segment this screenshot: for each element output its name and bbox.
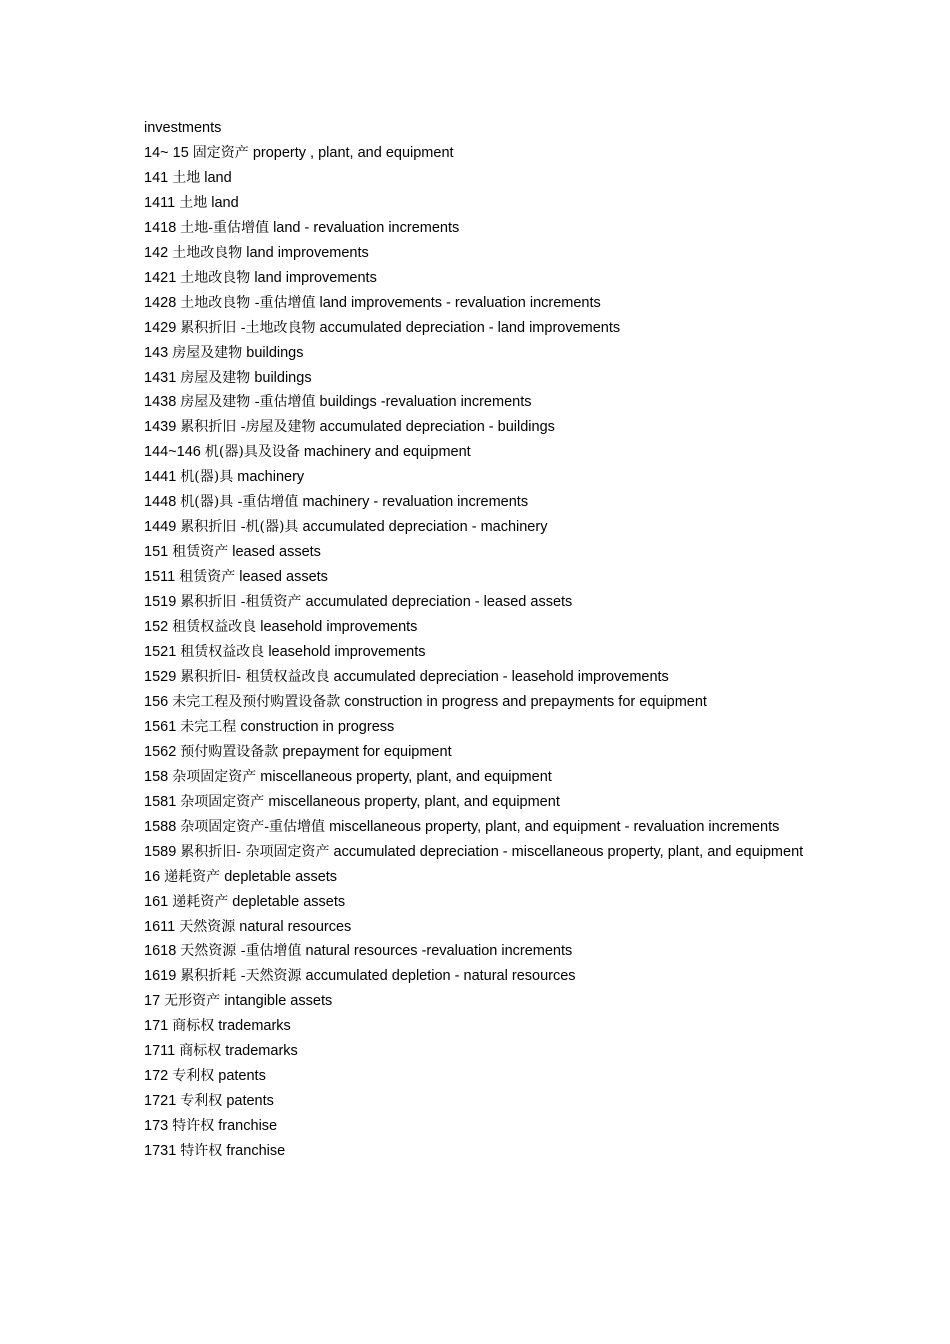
account-name-chinese: 天然资源 [179, 918, 236, 935]
account-line [144, 515, 806, 540]
account-name-english: natural resources -revaluation increments [305, 943, 573, 960]
account-name-english: accumulated depreciation - leased assets [305, 594, 573, 611]
account-line [144, 565, 806, 590]
account-name-chinese: 预付购置设备款 [180, 743, 279, 760]
account-code: 1431 [144, 369, 177, 386]
account-line [144, 465, 806, 490]
account-code: 1511 [144, 569, 176, 586]
account-name-english: land improvements [246, 244, 369, 261]
account-code: 1418 [144, 219, 177, 236]
account-name-chinese: 土地 [179, 194, 208, 211]
account-line [144, 141, 806, 166]
account-code: 1411 [144, 194, 176, 211]
account-name-chinese: 递耗资产 [164, 868, 221, 885]
account-line [144, 964, 806, 989]
account-name-english: accumulated depreciation - leasehold improvements [333, 668, 669, 685]
account-name-chinese: 土地改良物 [172, 244, 243, 261]
account-name-chinese: 未完工程及预付购置设备款 [172, 693, 341, 710]
account-code: 156 [144, 693, 169, 710]
account-name-english: accumulated depletion - natural resources [305, 968, 576, 985]
account-line [144, 590, 806, 615]
account-code: 14~ 15 [144, 144, 189, 161]
account-name-english: machinery and equipment [303, 444, 471, 461]
account-code: 1438 [144, 394, 177, 411]
account-name-chinese: 杂项固定资产-重估增值 [180, 818, 326, 835]
account-line [144, 815, 806, 840]
account-name-english: accumulated depreciation - buildings [319, 419, 555, 436]
account-code: 1611 [144, 918, 176, 935]
account-code: 171 [144, 1018, 169, 1035]
account-name-english: land - revaluation increments [273, 219, 460, 236]
account-name-english: investments [144, 120, 222, 136]
account-line [144, 740, 806, 765]
account-code: 141 [144, 169, 169, 186]
account-name-chinese: 杂项固定资产 [172, 768, 257, 785]
account-line [144, 989, 806, 1014]
account-name-chinese: 天然资源 -重估增值 [180, 943, 302, 960]
account-code: 1521 [144, 644, 177, 661]
account-name-english: land [211, 194, 239, 211]
account-name-english: leasehold improvements [260, 619, 418, 636]
account-code: 1429 [144, 319, 177, 336]
account-line [144, 341, 806, 366]
account-name-english: land improvements [254, 269, 377, 286]
account-name-chinese: 土地改良物 -重估增值 [180, 294, 316, 311]
account-line [144, 615, 806, 640]
account-code: 1581 [144, 793, 177, 810]
account-line [144, 915, 806, 940]
account-list [144, 116, 806, 1164]
account-line [144, 490, 806, 515]
account-line [144, 415, 806, 440]
account-name-chinese: 累积折旧- 杂项固定资产 [180, 843, 330, 860]
account-name-english: trademarks [225, 1043, 298, 1060]
account-line [144, 366, 806, 391]
account-code: 1441 [144, 469, 177, 486]
account-line [144, 116, 806, 141]
account-name-english: leased assets [232, 544, 321, 561]
account-code: 172 [144, 1068, 169, 1085]
account-line [144, 266, 806, 291]
account-code: 1561 [144, 718, 177, 735]
account-name-chinese: 递耗资产 [172, 893, 229, 910]
account-name-english: construction in progress and prepayments for equipment [344, 693, 707, 710]
account-name-chinese: 累积折旧 -土地改良物 [180, 319, 316, 336]
account-line [144, 790, 806, 815]
account-name-chinese: 累积折旧 -房屋及建物 [180, 419, 316, 436]
account-line [144, 840, 806, 865]
account-line [144, 390, 806, 415]
account-code: 1618 [144, 943, 177, 960]
account-name-chinese: 租赁资产 [172, 544, 229, 561]
account-code: 151 [144, 544, 169, 561]
account-name-english: franchise [218, 1118, 278, 1135]
account-line [144, 1114, 806, 1139]
account-name-english: machinery [237, 469, 305, 486]
account-name-english: franchise [226, 1143, 286, 1160]
account-code: 1529 [144, 668, 177, 685]
account-code: 152 [144, 619, 169, 636]
account-name-english: natural resources [239, 918, 352, 935]
account-code: 173 [144, 1118, 169, 1135]
account-name-english: buildings -revaluation increments [319, 394, 532, 411]
account-line [144, 291, 806, 316]
account-name-chinese: 累积折旧 -机(器)具 [180, 519, 299, 536]
account-line [144, 440, 806, 465]
account-name-chinese: 商标权 [179, 1043, 222, 1060]
account-name-english: accumulated depreciation - machinery [302, 519, 548, 536]
account-name-english: trademarks [218, 1018, 291, 1035]
account-name-chinese: 杂项固定资产 [180, 793, 265, 810]
account-code: 1449 [144, 519, 177, 536]
account-line [144, 765, 806, 790]
account-name-english: miscellaneous property, plant, and equipment [260, 768, 552, 785]
account-line [144, 1089, 806, 1114]
account-code: 1711 [144, 1043, 176, 1060]
account-line [144, 216, 806, 241]
account-name-english: patents [218, 1068, 266, 1085]
account-name-english: miscellaneous property, plant, and equipment - revaluation increments [329, 818, 780, 835]
account-name-chinese: 房屋及建物 [180, 369, 251, 386]
account-name-chinese: 累积折旧- 租赁权益改良 [180, 668, 330, 685]
account-code: 1428 [144, 294, 177, 311]
account-code: 1448 [144, 494, 177, 511]
account-code: 1588 [144, 818, 177, 835]
account-name-chinese: 固定资产 [192, 144, 249, 161]
account-line [144, 540, 806, 565]
account-name-chinese: 机(器)具及设备 [204, 444, 300, 461]
account-line [144, 1139, 806, 1164]
account-name-english: patents [226, 1093, 274, 1110]
account-code: 1619 [144, 968, 177, 985]
account-line [144, 640, 806, 665]
account-code: 16 [144, 868, 161, 885]
account-name-english: depletable assets [224, 868, 338, 885]
document-page [144, 116, 806, 1164]
account-line [144, 890, 806, 915]
account-code: 161 [144, 893, 169, 910]
account-name-chinese: 土地-重估增值 [180, 219, 270, 236]
account-name-chinese: 无形资产 [164, 993, 221, 1010]
account-name-english: accumulated depreciation - miscellaneous property, plant, and equipment [333, 843, 804, 860]
account-name-english: land [204, 169, 232, 186]
account-name-english: machinery - revaluation increments [302, 494, 529, 511]
account-name-chinese: 租赁权益改良 [172, 619, 257, 636]
account-line [144, 191, 806, 216]
account-code: 143 [144, 344, 169, 361]
account-code: 144~146 [144, 444, 201, 461]
account-line [144, 241, 806, 266]
account-line [144, 939, 806, 964]
account-code: 158 [144, 768, 169, 785]
account-name-english: leased assets [239, 569, 328, 586]
account-name-chinese: 房屋及建物 [172, 344, 243, 361]
account-name-chinese: 房屋及建物 -重估增值 [180, 394, 316, 411]
account-name-chinese: 特许权 [180, 1143, 223, 1160]
account-name-chinese: 租赁权益改良 [180, 644, 265, 661]
account-name-english: depletable assets [232, 893, 346, 910]
account-code: 1562 [144, 743, 177, 760]
account-line [144, 1039, 806, 1064]
account-line [144, 865, 806, 890]
account-name-english: accumulated depreciation - land improvements [319, 319, 621, 336]
account-name-chinese: 土地改良物 [180, 269, 251, 286]
account-name-english: intangible assets [224, 993, 333, 1010]
account-name-chinese: 租赁资产 [179, 569, 236, 586]
account-name-chinese: 土地 [172, 169, 201, 186]
account-code: 1421 [144, 269, 177, 286]
account-code: 1589 [144, 843, 177, 860]
account-name-chinese: 机(器)具 [180, 469, 234, 486]
account-line [144, 166, 806, 191]
account-code: 142 [144, 244, 169, 261]
account-name-chinese: 累积折旧 -租赁资产 [180, 594, 302, 611]
account-line [144, 665, 806, 690]
account-line [144, 715, 806, 740]
account-line [144, 690, 806, 715]
account-name-chinese: 累积折耗 -天然资源 [180, 968, 302, 985]
account-name-english: buildings [246, 344, 304, 361]
account-name-chinese: 商标权 [172, 1018, 215, 1035]
account-name-english: property , plant, and equipment [252, 144, 454, 161]
account-name-english: buildings [254, 369, 312, 386]
account-name-chinese: 特许权 [172, 1118, 215, 1135]
account-name-english: leasehold improvements [268, 644, 426, 661]
account-code: 1721 [144, 1093, 177, 1110]
account-line [144, 1014, 806, 1039]
account-code: 1439 [144, 419, 177, 436]
account-code: 17 [144, 993, 161, 1010]
account-name-english: miscellaneous property, plant, and equipment [268, 793, 560, 810]
account-name-english: land improvements - revaluation increments [319, 294, 601, 311]
account-name-english: prepayment for equipment [282, 743, 452, 760]
account-code: 1731 [144, 1143, 177, 1160]
account-name-chinese: 机(器)具 -重估增值 [180, 494, 299, 511]
account-name-chinese: 专利权 [180, 1093, 223, 1110]
account-name-chinese: 专利权 [172, 1068, 215, 1085]
account-line [144, 316, 806, 341]
account-code: 1519 [144, 594, 177, 611]
account-name-english: construction in progress [240, 718, 395, 735]
account-name-chinese: 未完工程 [180, 718, 237, 735]
account-line [144, 1064, 806, 1089]
